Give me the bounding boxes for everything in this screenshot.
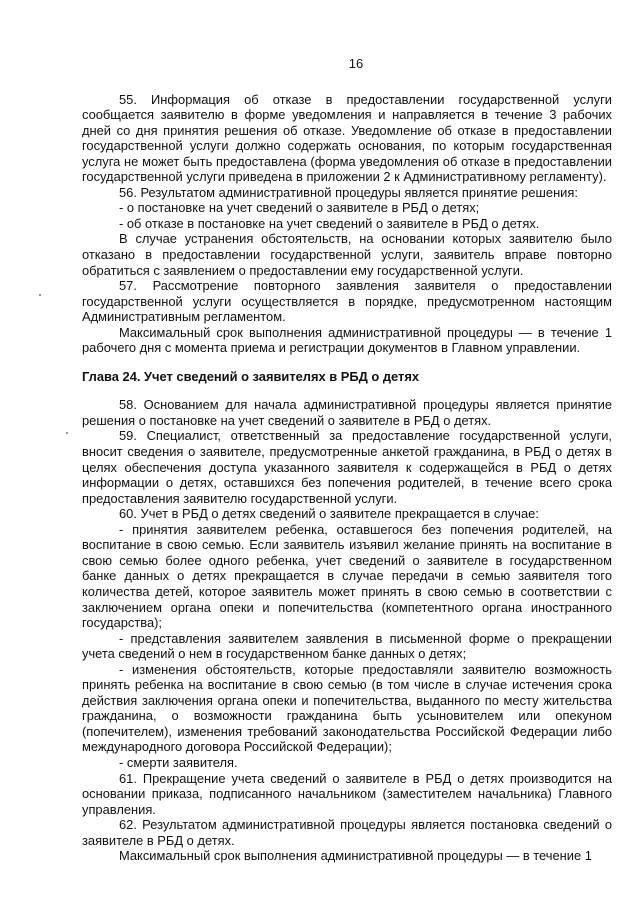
list-item-adoption: - принятия заявителем ребенка, оставшегося без попечения родителей, на воспитание в свою семью. Если заявитель изъявил желание принять на воспитание в свою семью более одного ребенка, учет сведений о заявителе в государственном банке данных о детях прекращается в случае передачи в семью заявителя того количества детей, которое заявитель может принять в свою семью в соответствии с заключением органа опеки и попечительства (компетентного органа иностранного государства);	[82, 521, 612, 631]
document-page	[82, 56, 612, 864]
list-item-refuse: - об отказе в постановке на учет сведений о заявителе в РБД о детях.	[119, 215, 540, 231]
paragraph-55: 55. Информация об отказе в предоставлении государственной услуги сообщается заявителю в форме уведомления и направляется в течение 3 рабочих дней со дня принятия решения об отказе. Уведомление об отказе в предоставлении государственной услуги должно содержать основания, по которым государственная услуга не может быть предоставлена (форма уведомления об отказе в предоставлении государственной услуги приведена в приложении 2 к Административному регламенту).	[82, 91, 612, 185]
paragraph-61: 61. Прекращение учета сведений о заявителе в РБД о детях производится на основании приказа, подписанного начальником (заместителем начальника) Главного управления.	[82, 770, 612, 817]
paragraph-reapply: В случае устранения обстоятельств, на основании которых заявителю было отказано в предоставлении государственной услуги, заявитель вправе повторно обратиться с заявлением о предоставлении ему государственной услуги.	[82, 231, 612, 278]
paragraph-58: 58. Основанием для начала административной процедуры является принятие решения о постановке на учет сведений о заявителе в РБД о детях.	[82, 397, 612, 428]
paragraph-max-term-2: Максимальный срок выполнения административной процедуры — в течение 1	[119, 848, 592, 864]
paragraph-max-term: Максимальный срок выполнения административной процедуры — в течение 1 рабочего дня с момента приема и регистрации документов в Главном управлении.	[82, 324, 612, 356]
list-item-written-request: - представления заявителем заявления в письменной форме о прекращении учета сведений о нем в государственном банке данных о детях;	[82, 630, 612, 662]
paragraph-62: 62. Результатом административной процедуры является постановка сведений о заявителе в РБД о детях.	[82, 817, 612, 848]
list-item-approve: - о постановке на учет сведений о заявителе в РБД о детях;	[119, 200, 480, 216]
chapter-title: Глава 24. Учет сведений о заявителях в РБД о детях	[82, 368, 420, 384]
list-item-death: - смерти заявителя.	[119, 754, 238, 770]
scan-speck	[66, 432, 68, 434]
paragraph-60: 60. Учет в РБД о детях сведений о заявителе прекращается в случае:	[119, 506, 539, 522]
paragraph-56: 56. Результатом административной процедуры является принятие решения:	[119, 184, 578, 200]
paragraph-57: 57. Рассмотрение повторного заявления заявителя о предоставлении государственной услуги осуществляется в порядке, предусмотренном настоящим Административным регламентом.	[82, 278, 612, 325]
scan-speck	[39, 294, 41, 296]
paragraph-59: 59. Специалист, ответственный за предоставление государственной услуги, вносит сведения о заявителе, предусмотренные анкетой гражданина, в РБД о детях в целях обеспечения доступа указанного заявителя к содержащейся в РБД о детях информации о детях, оставшихся без попечения родителей, в течение всего срока предоставления заявителю государственной услуги.	[82, 428, 612, 506]
page-number: 16	[348, 56, 364, 71]
list-item-circumstances: - изменения обстоятельств, которые предоставляли заявителю возможность принять ребенка на воспитание в свою семью (в том числе в случае истечения срока действия заключения органа опеки и попечительства, выданного по месту жительства гражданина, о возможности гражданина быть усыновителем или опекуном (попечителем), изменения требований законодательства Российской Федерации либо международного договора Российской Федерации);	[82, 661, 612, 755]
